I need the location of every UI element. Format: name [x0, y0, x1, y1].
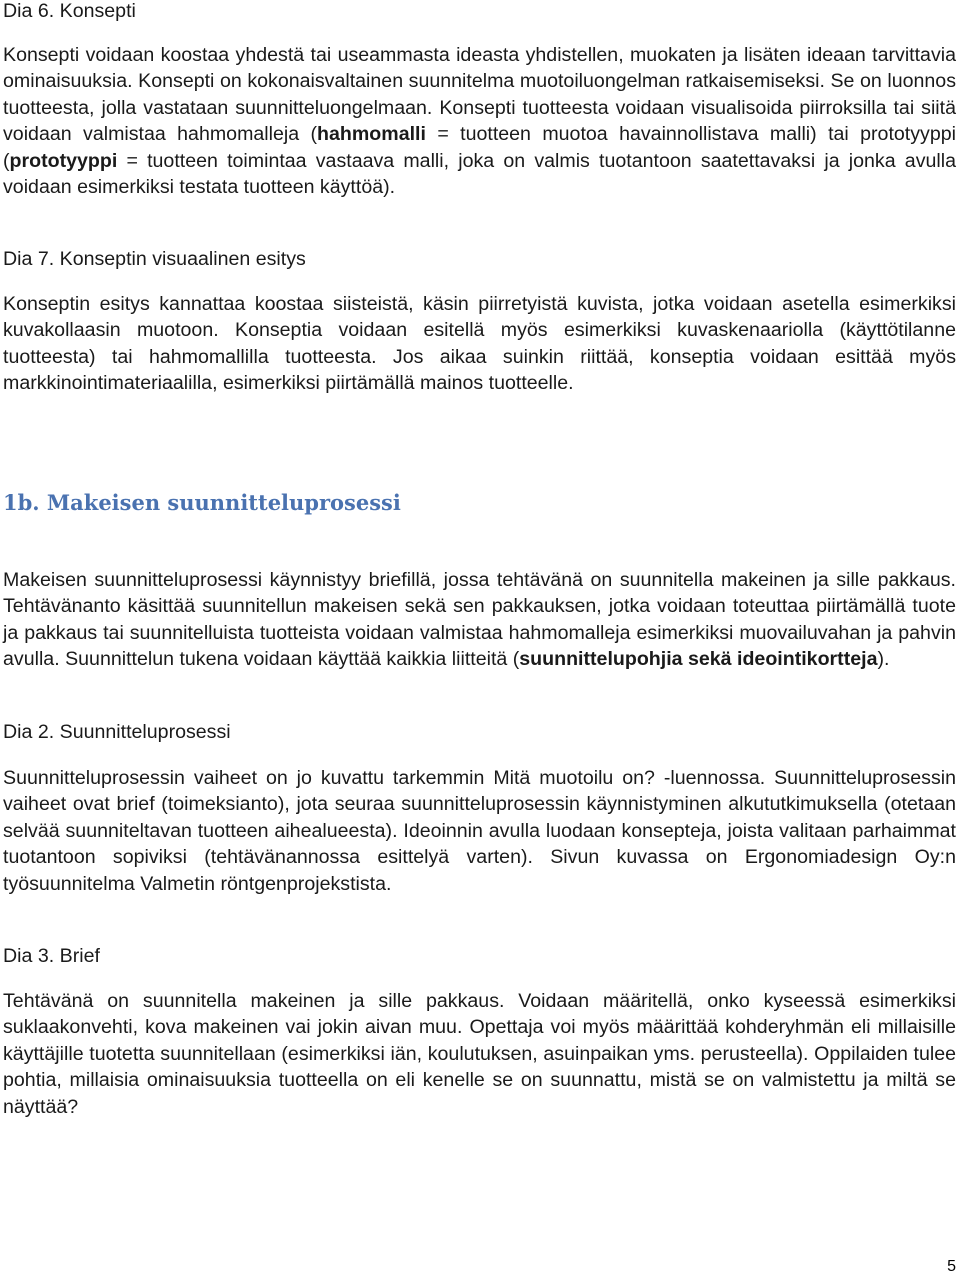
- bold-term-hahmomalli: hahmomalli: [317, 123, 426, 146]
- text-run: = tuotteen toimintaa vastaava malli, joka on valmis tuotantoon saatettavaksi ja jonka avulla voidaan esimerkiksi testata tuotteen käyttöä).: [3, 149, 956, 199]
- section-heading: 1b. Makeisen suunnitteluprosessi: [3, 490, 401, 515]
- text-run: Konseptin esitys kannattaa koostaa siisteistä, käsin piirretyistä kuvista, jotka voidaan asetella esimerkiksi kuvakollaasin muotoon. Konseptia voidaan esitellä myös esimerkiksi kuvaskenaariolla (käyttötilanne tuotteesta) tai hahmomallilla tuotteesta. Jos aikaa suinkin riittää, konseptia voidaan esittää myös markkinointimateriaalilla, esimerkiksi piirtämällä mainos tuotteelle.: [3, 293, 956, 395]
- bold-term-liitteet: suunnittelupohjia sekä ideointikortteja: [519, 648, 878, 671]
- paragraph-brief: [3, 988, 956, 1120]
- page-number: 5: [947, 1258, 956, 1275]
- bold-term-prototyyppi: prototyyppi: [9, 149, 118, 172]
- paragraph-makeisen-suunnitteluprosessi: [3, 567, 956, 673]
- text-run: Tehtävänä on suunnitella makeinen ja sille pakkaus. Voidaan määritellä, onko kyseessä esimerkiksi suklaakonvehti, kova makeinen vai jokin aivan muu. Opettaja voi myös määrittää kohderyhmän eli millaisille käyttäjille tuotetta suunnitellaan (esimerkiksi iän, koulutuksen, asuinpaikan yms. perusteella). Oppilaiden tulee pohtia, millaisia ominaisuuksia tuotteella on eli kenelle se on suunnattu, mistä se on valmistettu ja miltä se näyttää?: [3, 990, 956, 1118]
- slide-title-dia3: Dia 3. Brief: [3, 945, 100, 967]
- text-run: Konsepti voidaan koostaa yhdestä tai useammasta ideasta yhdistellen, muokaten ja lisäten ideaan tarvittavia ominaisuuksia. Konsepti on kokonaisvaltainen suunnitelma muotoiluongelman ratkaisemiseksi. Se on luonnos tuotteesta, jolla vastataan suunnitteluongelmaan. Konsepti tuotteesta voidaan visualisoida piirroksilla tai siitä voidaan valmistaa hahmomalleja (: [3, 44, 956, 146]
- text-run: = tuotteen muotoa havainnollistava malli) tai prototyyppi (: [3, 123, 956, 172]
- slide-title-dia7: Dia 7. Konseptin visuaalinen esitys: [3, 248, 306, 270]
- slide-title-dia6: Dia 6. Konsepti: [3, 0, 136, 22]
- paragraph-konsepti: [3, 42, 956, 200]
- paragraph-suunnitteluprosessi: [3, 765, 956, 897]
- text-run: Makeisen suunnitteluprosessi käynnistyy briefillä, jossa tehtävänä on suunnitella makeinen ja sille pakkaus. Tehtävänanto käsittää suunnitellun makeisen sekä sen pakkauksen, jotka voidaan toteuttaa piirtämällä tuote ja pakkaus tai suunnitelluista tuotteista voidaan valmistaa hahmomalleja esimerkiksi muovailuvahan ja pahvin avulla. Suunnittelun tukena voidaan käyttää kaikkia liitteitä (: [3, 569, 956, 671]
- paragraph-visuaalinen-esitys: [3, 291, 956, 397]
- slide-title-dia2: Dia 2. Suunnitteluprosessi: [3, 721, 231, 743]
- text-run: ).: [877, 648, 890, 671]
- text-run: Suunnitteluprosessin vaiheet on jo kuvattu tarkemmin Mitä muotoilu on? -luennossa. Suunnitteluprosessin vaiheet ovat brief (toimeksianto), jota seuraa suunnitteluprosessin käynnistyminen alkututkimuksella (otetaan selvää suunniteltavan tuotteen aihealueesta). Ideoinnin avulla luodaan konsepteja, joista valitaan parhaimmat tuotantoon sopiviksi (tehtävänannossa esittelyä varten). Sivun kuvassa on Ergonomiadesign Oy:n työsuunnitelma Valmetin röntgenprojekstista.: [3, 767, 956, 895]
